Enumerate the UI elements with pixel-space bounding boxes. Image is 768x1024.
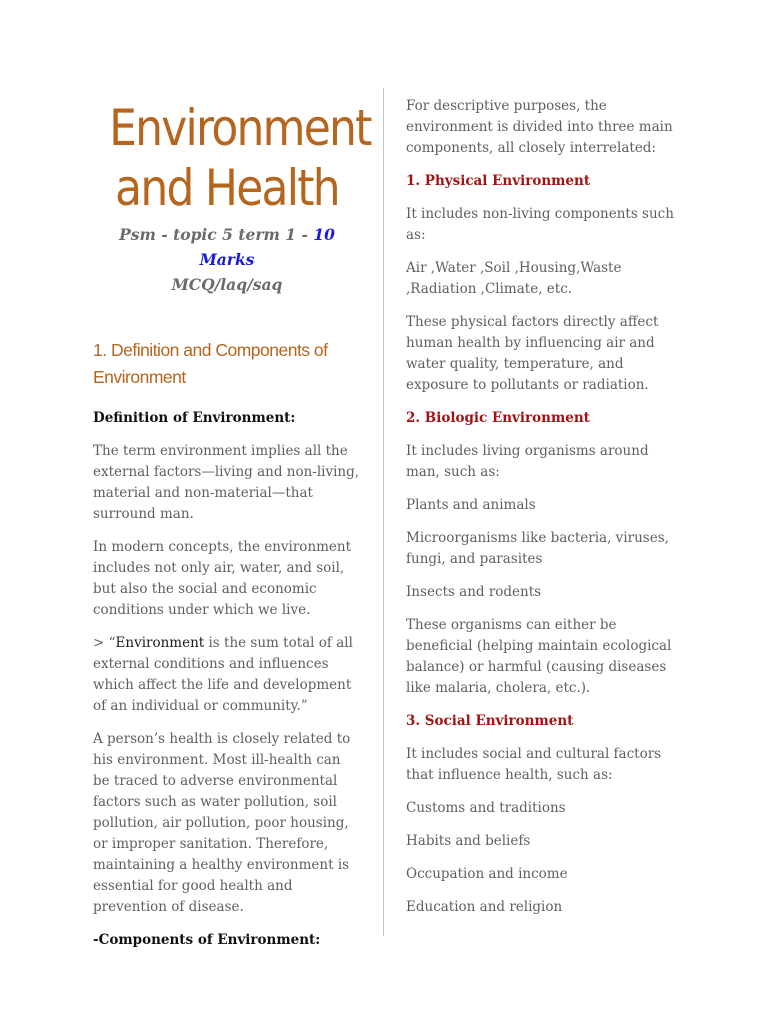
marks-label: 10 Marks	[199, 225, 335, 269]
title-line-1: Environment	[109, 99, 371, 157]
biologic-paragraph-3: Microorganisms like bacteria, viruses, fungi, and parasites	[406, 530, 669, 567]
heading-biologic-environment: 2. Biologic Environment	[406, 410, 590, 426]
quote-prefix: > “	[93, 635, 116, 651]
quote-paragraph	[93, 633, 361, 717]
biologic-paragraph-4: Insects and rodents	[406, 584, 542, 600]
subtitle-prefix: Psm - topic 5 term 1 -	[119, 225, 314, 244]
biologic-paragraph-2: Plants and animals	[406, 497, 536, 513]
paragraph-intro: For descriptive purposes, the environment is divided into three main components, all closely interrelated:	[406, 98, 673, 156]
physical-paragraph-1: It includes non-living components such as:	[406, 206, 674, 243]
components-label-text: Components of Environment:	[98, 932, 321, 948]
right-column	[406, 96, 678, 918]
physical-paragraph-3: These physical factors directly affect human health by influencing air and water quality, temperature, and exposure to pollutants or radiation.	[406, 314, 659, 393]
document-subtitle	[93, 222, 361, 297]
components-dash: -	[93, 932, 99, 948]
column-divider	[383, 88, 384, 936]
left-column	[93, 92, 371, 951]
quote-rest: is the sum total of all external conditions and influences which affect the life and development of an individual or community.”	[93, 635, 353, 714]
subtitle-line-1	[93, 222, 361, 272]
paragraph-health-relation: A person’s health is closely related to his environment. Most ill-health can be traced to adverse environmental factors such as water pollution, soil pollution, air pollution, poor housing, or improper sanitation. Therefore, maintaining a healthy environment is essential for good health and prevention of disease.	[93, 731, 351, 915]
social-paragraph-1: It includes social and cultural factors that influence health, such as:	[406, 746, 662, 783]
definition-label: Definition of Environment:	[93, 410, 296, 426]
components-label	[93, 930, 361, 951]
document-title	[109, 98, 371, 218]
physical-paragraph-2: Air ,Water ,Soil ,Housing,Waste ,Radiation ,Climate, etc.	[406, 260, 622, 297]
paragraph-modern-concept: In modern concepts, the environment includes not only air, water, and soil, but also the social and economic conditions under which we live.	[93, 539, 352, 618]
subtitle-line-2: MCQ/laq/saq	[171, 275, 283, 294]
section-heading-definition: 1. Definition and Components of Environment	[93, 340, 328, 387]
social-paragraph-4: Occupation and income	[406, 866, 568, 882]
social-paragraph-2: Customs and traditions	[406, 800, 566, 816]
paragraph-definition: The term environment implies all the external factors—living and non-living, material and non-material—that surround man.	[93, 443, 360, 522]
quote-term: Environment	[115, 635, 205, 651]
biologic-paragraph-1: It includes living organisms around man, such as:	[406, 443, 649, 480]
heading-social-environment: 3. Social Environment	[406, 713, 574, 729]
social-paragraph-3: Habits and beliefs	[406, 833, 531, 849]
heading-physical-environment: 1. Physical Environment	[406, 173, 591, 189]
social-paragraph-5: Education and religion	[406, 899, 563, 915]
biologic-paragraph-5: These organisms can either be beneficial (helping maintain ecological balance) or harmful (causing diseases like malaria, cholera, etc.).	[406, 617, 672, 696]
title-line-2: and Health	[115, 159, 339, 217]
